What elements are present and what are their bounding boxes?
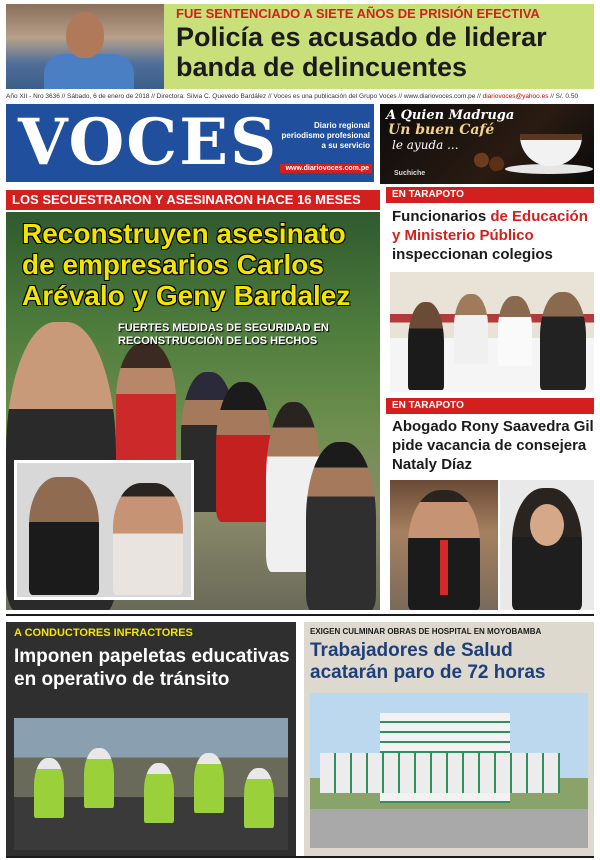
- divider: [6, 614, 594, 616]
- bottom-right-kicker: EXIGEN CULMINAR OBRAS DE HOSPITAL EN MOYOBAMBA: [310, 627, 542, 636]
- councilwoman-photo[interactable]: [500, 480, 594, 610]
- top-story-headline[interactable]: Policía es acusado de liderar banda de delincuentes: [176, 22, 547, 82]
- traffic-operation-photo[interactable]: [14, 718, 288, 850]
- photo-officer: [34, 758, 64, 818]
- photo-officer: [194, 753, 224, 813]
- newspaper-logo[interactable]: VOCES: [18, 105, 279, 180]
- headline-part: inspeccionan colegios: [392, 246, 553, 263]
- section-label: EN TARAPOTO: [392, 400, 464, 411]
- photo-figure: [306, 442, 376, 610]
- main-story-kicker: LOS SECUESTRARON Y ASESINARON HACE 16 MESES: [12, 192, 361, 207]
- photo-person-shirt: [44, 54, 134, 89]
- photo-figure: [498, 296, 532, 366]
- photo-officer: [144, 763, 174, 823]
- bottom-left-headline[interactable]: Imponen papeletas educativas en operativo de tránsito: [14, 646, 290, 690]
- bottom-right-headline[interactable]: Trabajadores de Salud acatarán paro de 72 horas: [310, 640, 546, 683]
- website-link[interactable]: www.diariovoces.com.pe: [280, 164, 372, 173]
- right-story-2-headline[interactable]: Abogado Rony Saavedra Gil pide vacancia de consejera Nataly Díaz: [392, 418, 594, 473]
- ad-line-3: le ayuda ...: [392, 138, 459, 152]
- photo-woman-face: [530, 504, 564, 546]
- email-link[interactable]: diariovoces@yahoo.es: [482, 93, 549, 100]
- photo-figure: [454, 294, 488, 364]
- bottom-left-kicker: A CONDUCTORES INFRACTORES: [14, 627, 193, 639]
- photo-woman: [113, 483, 183, 595]
- issue-info-text: Año XII - Nro 3636 // Sábado, 6 de enero de 2018 // Directora: Silvia C. Quevedo Bardález // Voces es una publicación del Grupo Voces // www.diariovoces.com.pe //: [6, 93, 481, 100]
- main-story-subhead: FUERTES MEDIDAS DE SEGURIDAD EN RECONSTRUCCIÓN DE LOS HECHOS: [118, 322, 329, 347]
- right-story-1-headline[interactable]: [392, 207, 597, 264]
- hospital-photo[interactable]: [310, 693, 588, 848]
- headline-part-highlight: de Educación y Ministerio Público: [392, 208, 588, 244]
- issue-price: // S/. 0.50: [550, 93, 579, 100]
- main-story-headline[interactable]: Reconstruyen asesinato de empresarios Carlos Arévalo y Geny Bardalez: [22, 218, 351, 311]
- coffee-beans-icon: [470, 152, 508, 172]
- top-story-kicker: FUE SENTENCIADO A SIETE AÑOS DE PRISIÓN EFECTIVA: [176, 6, 540, 21]
- divider: [6, 856, 594, 858]
- top-story-photo[interactable]: [6, 4, 164, 89]
- headline-part: Funcionarios: [392, 208, 487, 225]
- photo-person-face: [66, 12, 104, 58]
- photo-figure: [408, 302, 444, 390]
- ad-brand: Suchiche: [394, 170, 426, 177]
- photo-officer: [84, 748, 114, 808]
- photo-officer: [244, 768, 274, 828]
- ad-line-1: A Quien Madruga: [386, 108, 515, 123]
- photo-man: [29, 477, 99, 595]
- photo-figure: [216, 382, 271, 522]
- hospital-annex: [320, 753, 560, 793]
- issue-info-line: [6, 93, 594, 100]
- right-story-1-photo[interactable]: [390, 272, 594, 392]
- photo-figure: [116, 342, 176, 472]
- victims-inset-photo[interactable]: [14, 460, 194, 600]
- section-label: EN TARAPOTO: [392, 189, 464, 200]
- ad-line-2: Un buen Café: [388, 122, 495, 138]
- masthead-tagline: Diario regional periodismo profesional a su servicio: [281, 121, 370, 150]
- photo-figure: [540, 292, 586, 390]
- lawyer-photo[interactable]: [390, 480, 498, 610]
- photo-tie: [440, 540, 448, 595]
